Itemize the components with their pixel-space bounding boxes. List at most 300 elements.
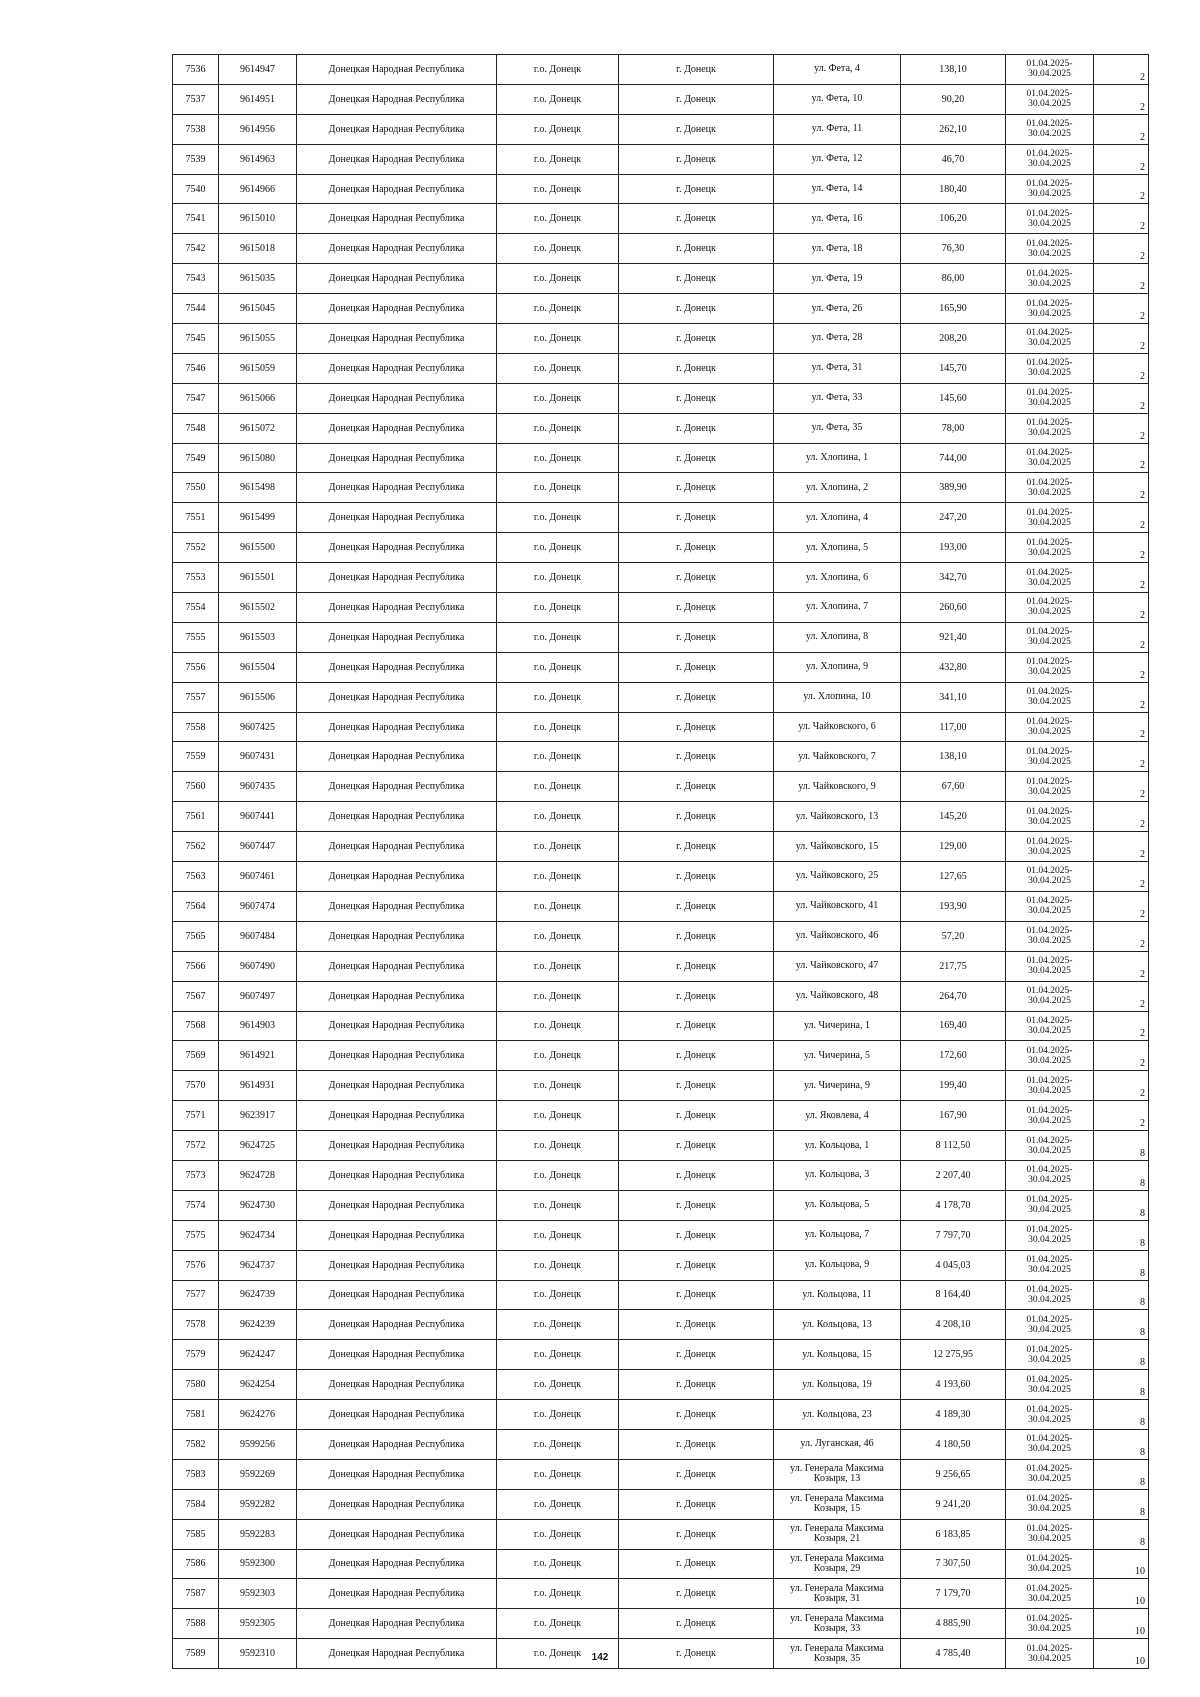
cell-count: 2	[1094, 1071, 1149, 1101]
cell-address: ул. Фета, 11	[774, 114, 901, 144]
cell-address: ул. Кольцова, 5	[774, 1190, 901, 1220]
cell-region: Донецкая Народная Республика	[297, 682, 497, 712]
cell-period: 01.04.2025-30.04.2025	[1006, 742, 1094, 772]
cell-address: ул. Хлопина, 4	[774, 503, 901, 533]
cell-object-id: 9607497	[219, 981, 297, 1011]
cell-address: ул. Чайковского, 48	[774, 981, 901, 1011]
cell-row-number: 7569	[173, 1041, 219, 1071]
cell-count: 2	[1094, 652, 1149, 682]
cell-address: ул. Хлопина, 6	[774, 563, 901, 593]
cell-area: 193,90	[901, 891, 1006, 921]
table-row	[173, 1280, 1149, 1310]
cell-address: ул. Хлопина, 5	[774, 533, 901, 563]
cell-city: г. Донецк	[619, 1011, 774, 1041]
cell-district: г.о. Донецк	[497, 264, 619, 294]
cell-row-number: 7581	[173, 1400, 219, 1430]
cell-region: Донецкая Народная Республика	[297, 84, 497, 114]
cell-object-id: 9614956	[219, 114, 297, 144]
cell-count: 2	[1094, 533, 1149, 563]
cell-count: 2	[1094, 324, 1149, 354]
cell-region: Донецкая Народная Республика	[297, 1071, 497, 1101]
cell-period: 01.04.2025-30.04.2025	[1006, 1459, 1094, 1489]
cell-region: Донецкая Народная Республика	[297, 593, 497, 623]
table-row	[173, 652, 1149, 682]
cell-object-id: 9592269	[219, 1459, 297, 1489]
cell-period: 01.04.2025-30.04.2025	[1006, 413, 1094, 443]
cell-area: 921,40	[901, 622, 1006, 652]
cell-row-number: 7563	[173, 862, 219, 892]
cell-address: ул. Фета, 31	[774, 353, 901, 383]
table-row	[173, 174, 1149, 204]
cell-district: г.о. Донецк	[497, 1280, 619, 1310]
cell-count: 2	[1094, 742, 1149, 772]
cell-object-id: 9615504	[219, 652, 297, 682]
cell-area: 341,10	[901, 682, 1006, 712]
cell-object-id: 9624728	[219, 1160, 297, 1190]
cell-city: г. Донецк	[619, 981, 774, 1011]
cell-region: Донецкая Народная Республика	[297, 1519, 497, 1549]
cell-region: Донецкая Народная Республика	[297, 1250, 497, 1280]
cell-region: Донецкая Народная Республика	[297, 413, 497, 443]
cell-count: 2	[1094, 443, 1149, 473]
cell-period: 01.04.2025-30.04.2025	[1006, 1041, 1094, 1071]
cell-period: 01.04.2025-30.04.2025	[1006, 234, 1094, 264]
cell-area: 260,60	[901, 593, 1006, 623]
cell-address: ул. Фета, 26	[774, 294, 901, 324]
cell-count: 8	[1094, 1489, 1149, 1519]
cell-region: Донецкая Народная Республика	[297, 772, 497, 802]
cell-object-id: 9615501	[219, 563, 297, 593]
cell-address: ул. Хлопина, 10	[774, 682, 901, 712]
cell-row-number: 7580	[173, 1370, 219, 1400]
cell-region: Донецкая Народная Республика	[297, 1041, 497, 1071]
table-row	[173, 622, 1149, 652]
cell-city: г. Донецк	[619, 114, 774, 144]
cell-area: 193,00	[901, 533, 1006, 563]
cell-object-id: 9615506	[219, 682, 297, 712]
cell-row-number: 7565	[173, 921, 219, 951]
cell-region: Донецкая Народная Республика	[297, 862, 497, 892]
cell-object-id: 9607461	[219, 862, 297, 892]
cell-city: г. Донецк	[619, 324, 774, 354]
cell-row-number: 7578	[173, 1310, 219, 1340]
cell-row-number: 7583	[173, 1459, 219, 1489]
cell-object-id: 9615055	[219, 324, 297, 354]
cell-count: 10	[1094, 1549, 1149, 1579]
cell-object-id: 9623917	[219, 1101, 297, 1131]
cell-row-number: 7566	[173, 951, 219, 981]
cell-object-id: 9615498	[219, 473, 297, 503]
cell-city: г. Донецк	[619, 1549, 774, 1579]
cell-row-number: 7561	[173, 802, 219, 832]
cell-count: 2	[1094, 1101, 1149, 1131]
cell-region: Донецкая Народная Республика	[297, 1639, 497, 1669]
cell-object-id: 9615059	[219, 353, 297, 383]
cell-period: 01.04.2025-30.04.2025	[1006, 1400, 1094, 1430]
cell-address: ул. Кольцова, 9	[774, 1250, 901, 1280]
cell-district: г.о. Донецк	[497, 84, 619, 114]
cell-district: г.о. Донецк	[497, 55, 619, 85]
cell-object-id: 9607484	[219, 921, 297, 951]
cell-period: 01.04.2025-30.04.2025	[1006, 533, 1094, 563]
cell-area: 199,40	[901, 1071, 1006, 1101]
cell-city: г. Донецк	[619, 353, 774, 383]
cell-count: 2	[1094, 981, 1149, 1011]
cell-area: 4 885,90	[901, 1609, 1006, 1639]
cell-district: г.о. Донецк	[497, 951, 619, 981]
cell-district: г.о. Донецк	[497, 1190, 619, 1220]
cell-period: 01.04.2025-30.04.2025	[1006, 204, 1094, 234]
table-row	[173, 1340, 1149, 1370]
cell-city: г. Донецк	[619, 1609, 774, 1639]
cell-area: 78,00	[901, 413, 1006, 443]
cell-region: Донецкая Народная Республика	[297, 234, 497, 264]
cell-city: г. Донецк	[619, 802, 774, 832]
cell-row-number: 7538	[173, 114, 219, 144]
cell-area: 138,10	[901, 742, 1006, 772]
cell-region: Донецкая Народная Республика	[297, 1549, 497, 1579]
cell-city: г. Донецк	[619, 1519, 774, 1549]
cell-period: 01.04.2025-30.04.2025	[1006, 1101, 1094, 1131]
cell-region: Донецкая Народная Республика	[297, 891, 497, 921]
cell-period: 01.04.2025-30.04.2025	[1006, 682, 1094, 712]
cell-row-number: 7551	[173, 503, 219, 533]
table-row	[173, 1549, 1149, 1579]
cell-address: ул. Генерала Максима Козыря, 21	[774, 1519, 901, 1549]
cell-object-id: 9615072	[219, 413, 297, 443]
table-row	[173, 1609, 1149, 1639]
cell-district: г.о. Донецк	[497, 533, 619, 563]
cell-district: г.о. Донецк	[497, 891, 619, 921]
cell-row-number: 7556	[173, 652, 219, 682]
cell-address: ул. Чайковского, 41	[774, 891, 901, 921]
cell-district: г.о. Донецк	[497, 981, 619, 1011]
table-row	[173, 1190, 1149, 1220]
cell-city: г. Донецк	[619, 383, 774, 413]
table-row	[173, 383, 1149, 413]
cell-city: г. Донецк	[619, 682, 774, 712]
cell-object-id: 9624730	[219, 1190, 297, 1220]
cell-object-id: 9592305	[219, 1609, 297, 1639]
cell-count: 2	[1094, 891, 1149, 921]
cell-row-number: 7572	[173, 1131, 219, 1161]
cell-area: 138,10	[901, 55, 1006, 85]
cell-period: 01.04.2025-30.04.2025	[1006, 144, 1094, 174]
cell-city: г. Донецк	[619, 652, 774, 682]
cell-object-id: 9615045	[219, 294, 297, 324]
cell-area: 7 307,50	[901, 1549, 1006, 1579]
cell-area: 342,70	[901, 563, 1006, 593]
cell-city: г. Донецк	[619, 1400, 774, 1430]
cell-object-id: 9607474	[219, 891, 297, 921]
table-row	[173, 1041, 1149, 1071]
cell-period: 01.04.2025-30.04.2025	[1006, 622, 1094, 652]
cell-city: г. Донецк	[619, 1071, 774, 1101]
cell-period: 01.04.2025-30.04.2025	[1006, 862, 1094, 892]
cell-area: 4 785,40	[901, 1639, 1006, 1669]
cell-count: 2	[1094, 55, 1149, 85]
cell-period: 01.04.2025-30.04.2025	[1006, 1639, 1094, 1669]
cell-object-id: 9624247	[219, 1340, 297, 1370]
cell-address: ул. Фета, 14	[774, 174, 901, 204]
cell-region: Донецкая Народная Республика	[297, 622, 497, 652]
cell-district: г.о. Донецк	[497, 1459, 619, 1489]
cell-area: 389,90	[901, 473, 1006, 503]
cell-count: 8	[1094, 1131, 1149, 1161]
cell-row-number: 7537	[173, 84, 219, 114]
table-row	[173, 772, 1149, 802]
cell-period: 01.04.2025-30.04.2025	[1006, 1131, 1094, 1161]
cell-address: ул. Чайковского, 9	[774, 772, 901, 802]
cell-period: 01.04.2025-30.04.2025	[1006, 772, 1094, 802]
cell-row-number: 7589	[173, 1639, 219, 1669]
cell-period: 01.04.2025-30.04.2025	[1006, 1220, 1094, 1250]
cell-address: ул. Чичерина, 1	[774, 1011, 901, 1041]
cell-object-id: 9615010	[219, 204, 297, 234]
cell-district: г.о. Донецк	[497, 1639, 619, 1669]
cell-city: г. Донецк	[619, 1250, 774, 1280]
cell-area: 432,80	[901, 652, 1006, 682]
cell-area: 90,20	[901, 84, 1006, 114]
cell-area: 169,40	[901, 1011, 1006, 1041]
cell-count: 8	[1094, 1310, 1149, 1340]
cell-object-id: 9624739	[219, 1280, 297, 1310]
cell-area: 262,10	[901, 114, 1006, 144]
cell-city: г. Донецк	[619, 1459, 774, 1489]
cell-region: Донецкая Народная Республика	[297, 473, 497, 503]
cell-row-number: 7545	[173, 324, 219, 354]
cell-period: 01.04.2025-30.04.2025	[1006, 443, 1094, 473]
cell-object-id: 9607447	[219, 832, 297, 862]
cell-city: г. Донецк	[619, 593, 774, 623]
cell-count: 2	[1094, 593, 1149, 623]
cell-region: Донецкая Народная Республика	[297, 1489, 497, 1519]
cell-region: Донецкая Народная Республика	[297, 1609, 497, 1639]
cell-city: г. Донецк	[619, 473, 774, 503]
cell-area: 4 193,60	[901, 1370, 1006, 1400]
cell-area: 76,30	[901, 234, 1006, 264]
cell-period: 01.04.2025-30.04.2025	[1006, 1310, 1094, 1340]
cell-period: 01.04.2025-30.04.2025	[1006, 1549, 1094, 1579]
cell-region: Донецкая Народная Республика	[297, 712, 497, 742]
cell-address: ул. Генерала Максима Козыря, 33	[774, 1609, 901, 1639]
cell-object-id: 9614903	[219, 1011, 297, 1041]
cell-object-id: 9624725	[219, 1131, 297, 1161]
cell-address: ул. Чайковского, 13	[774, 802, 901, 832]
cell-district: г.о. Донецк	[497, 234, 619, 264]
table-row	[173, 682, 1149, 712]
cell-count: 2	[1094, 473, 1149, 503]
cell-district: г.о. Донецк	[497, 832, 619, 862]
cell-district: г.о. Донецк	[497, 1370, 619, 1400]
table-row	[173, 742, 1149, 772]
cell-district: г.о. Донецк	[497, 862, 619, 892]
cell-row-number: 7548	[173, 413, 219, 443]
cell-period: 01.04.2025-30.04.2025	[1006, 951, 1094, 981]
cell-district: г.о. Донецк	[497, 682, 619, 712]
cell-address: ул. Кольцова, 7	[774, 1220, 901, 1250]
cell-count: 2	[1094, 84, 1149, 114]
cell-district: г.о. Донецк	[497, 921, 619, 951]
cell-object-id: 9614963	[219, 144, 297, 174]
table-row	[173, 1519, 1149, 1549]
cell-period: 01.04.2025-30.04.2025	[1006, 1579, 1094, 1609]
cell-region: Донецкая Народная Республика	[297, 802, 497, 832]
cell-row-number: 7568	[173, 1011, 219, 1041]
cell-row-number: 7536	[173, 55, 219, 85]
cell-period: 01.04.2025-30.04.2025	[1006, 55, 1094, 85]
cell-address: ул. Яковлева, 4	[774, 1101, 901, 1131]
cell-period: 01.04.2025-30.04.2025	[1006, 1250, 1094, 1280]
cell-city: г. Донецк	[619, 772, 774, 802]
table-row	[173, 1400, 1149, 1430]
cell-region: Донецкая Народная Республика	[297, 443, 497, 473]
cell-area: 9 256,65	[901, 1459, 1006, 1489]
cell-count: 2	[1094, 712, 1149, 742]
cell-district: г.о. Донецк	[497, 144, 619, 174]
cell-address: ул. Кольцова, 19	[774, 1370, 901, 1400]
cell-region: Донецкая Народная Республика	[297, 55, 497, 85]
cell-region: Донецкая Народная Республика	[297, 1340, 497, 1370]
cell-city: г. Донецк	[619, 1340, 774, 1370]
cell-address: ул. Чайковского, 7	[774, 742, 901, 772]
cell-address: ул. Генерала Максима Козыря, 15	[774, 1489, 901, 1519]
cell-region: Донецкая Народная Республика	[297, 1429, 497, 1459]
cell-district: г.о. Донецк	[497, 563, 619, 593]
table-row	[173, 891, 1149, 921]
cell-address: ул. Хлопина, 9	[774, 652, 901, 682]
cell-city: г. Донецк	[619, 862, 774, 892]
cell-area: 129,00	[901, 832, 1006, 862]
table-row	[173, 1131, 1149, 1161]
cell-address: ул. Кольцова, 3	[774, 1160, 901, 1190]
cell-area: 167,90	[901, 1101, 1006, 1131]
cell-count: 8	[1094, 1519, 1149, 1549]
cell-area: 165,90	[901, 294, 1006, 324]
table-row	[173, 862, 1149, 892]
cell-period: 01.04.2025-30.04.2025	[1006, 1340, 1094, 1370]
cell-object-id: 9607435	[219, 772, 297, 802]
cell-address: ул. Кольцова, 11	[774, 1280, 901, 1310]
cell-region: Донецкая Народная Республика	[297, 1280, 497, 1310]
cell-district: г.о. Донецк	[497, 1131, 619, 1161]
cell-period: 01.04.2025-30.04.2025	[1006, 652, 1094, 682]
cell-object-id: 9615066	[219, 383, 297, 413]
cell-row-number: 7585	[173, 1519, 219, 1549]
cell-row-number: 7573	[173, 1160, 219, 1190]
cell-area: 86,00	[901, 264, 1006, 294]
cell-count: 2	[1094, 503, 1149, 533]
cell-city: г. Донецк	[619, 204, 774, 234]
table-row	[173, 712, 1149, 742]
cell-address: ул. Хлопина, 8	[774, 622, 901, 652]
cell-count: 8	[1094, 1160, 1149, 1190]
table-row	[173, 802, 1149, 832]
table-row	[173, 353, 1149, 383]
cell-period: 01.04.2025-30.04.2025	[1006, 1071, 1094, 1101]
cell-area: 217,75	[901, 951, 1006, 981]
cell-region: Донецкая Народная Республика	[297, 1101, 497, 1131]
cell-count: 2	[1094, 951, 1149, 981]
cell-city: г. Донецк	[619, 1190, 774, 1220]
cell-object-id: 9592300	[219, 1549, 297, 1579]
cell-address: ул. Фета, 19	[774, 264, 901, 294]
table-row	[173, 593, 1149, 623]
cell-area: 106,20	[901, 204, 1006, 234]
table-row	[173, 264, 1149, 294]
cell-region: Донецкая Народная Республика	[297, 951, 497, 981]
cell-period: 01.04.2025-30.04.2025	[1006, 1280, 1094, 1310]
table-row	[173, 921, 1149, 951]
cell-address: ул. Хлопина, 7	[774, 593, 901, 623]
cell-period: 01.04.2025-30.04.2025	[1006, 503, 1094, 533]
cell-region: Донецкая Народная Республика	[297, 652, 497, 682]
table-row	[173, 413, 1149, 443]
cell-city: г. Донецк	[619, 1310, 774, 1340]
cell-count: 8	[1094, 1429, 1149, 1459]
cell-city: г. Донецк	[619, 1370, 774, 1400]
cell-row-number: 7575	[173, 1220, 219, 1250]
cell-district: г.о. Донецк	[497, 1340, 619, 1370]
cell-period: 01.04.2025-30.04.2025	[1006, 1190, 1094, 1220]
cell-area: 247,20	[901, 503, 1006, 533]
cell-city: г. Донецк	[619, 742, 774, 772]
cell-region: Донецкая Народная Республика	[297, 114, 497, 144]
cell-city: г. Донецк	[619, 84, 774, 114]
cell-object-id: 9607441	[219, 802, 297, 832]
cell-period: 01.04.2025-30.04.2025	[1006, 84, 1094, 114]
cell-address: ул. Чайковского, 25	[774, 862, 901, 892]
cell-area: 180,40	[901, 174, 1006, 204]
cell-count: 8	[1094, 1370, 1149, 1400]
cell-object-id: 9615035	[219, 264, 297, 294]
cell-address: ул. Кольцова, 13	[774, 1310, 901, 1340]
cell-period: 01.04.2025-30.04.2025	[1006, 383, 1094, 413]
cell-row-number: 7570	[173, 1071, 219, 1101]
cell-district: г.о. Донецк	[497, 353, 619, 383]
table-row	[173, 144, 1149, 174]
cell-count: 2	[1094, 204, 1149, 234]
cell-city: г. Донецк	[619, 1639, 774, 1669]
cell-district: г.о. Донецк	[497, 1041, 619, 1071]
cell-area: 127,65	[901, 862, 1006, 892]
cell-period: 01.04.2025-30.04.2025	[1006, 1370, 1094, 1400]
cell-region: Донецкая Народная Республика	[297, 204, 497, 234]
cell-city: г. Донецк	[619, 234, 774, 264]
cell-area: 7 179,70	[901, 1579, 1006, 1609]
cell-row-number: 7562	[173, 832, 219, 862]
cell-count: 8	[1094, 1459, 1149, 1489]
cell-district: г.о. Донецк	[497, 1101, 619, 1131]
cell-object-id: 9607490	[219, 951, 297, 981]
cell-address: ул. Генерала Максима Козыря, 31	[774, 1579, 901, 1609]
cell-period: 01.04.2025-30.04.2025	[1006, 981, 1094, 1011]
table-row	[173, 204, 1149, 234]
cell-object-id: 9614931	[219, 1071, 297, 1101]
cell-region: Донецкая Народная Республика	[297, 1579, 497, 1609]
cell-period: 01.04.2025-30.04.2025	[1006, 1489, 1094, 1519]
cell-object-id: 9592303	[219, 1579, 297, 1609]
cell-district: г.о. Донецк	[497, 593, 619, 623]
cell-row-number: 7582	[173, 1429, 219, 1459]
cell-address: ул. Чичерина, 9	[774, 1071, 901, 1101]
cell-count: 2	[1094, 144, 1149, 174]
cell-city: г. Донецк	[619, 622, 774, 652]
cell-address: ул. Чайковского, 47	[774, 951, 901, 981]
cell-area: 2 207,40	[901, 1160, 1006, 1190]
cell-city: г. Донецк	[619, 951, 774, 981]
cell-row-number: 7586	[173, 1549, 219, 1579]
